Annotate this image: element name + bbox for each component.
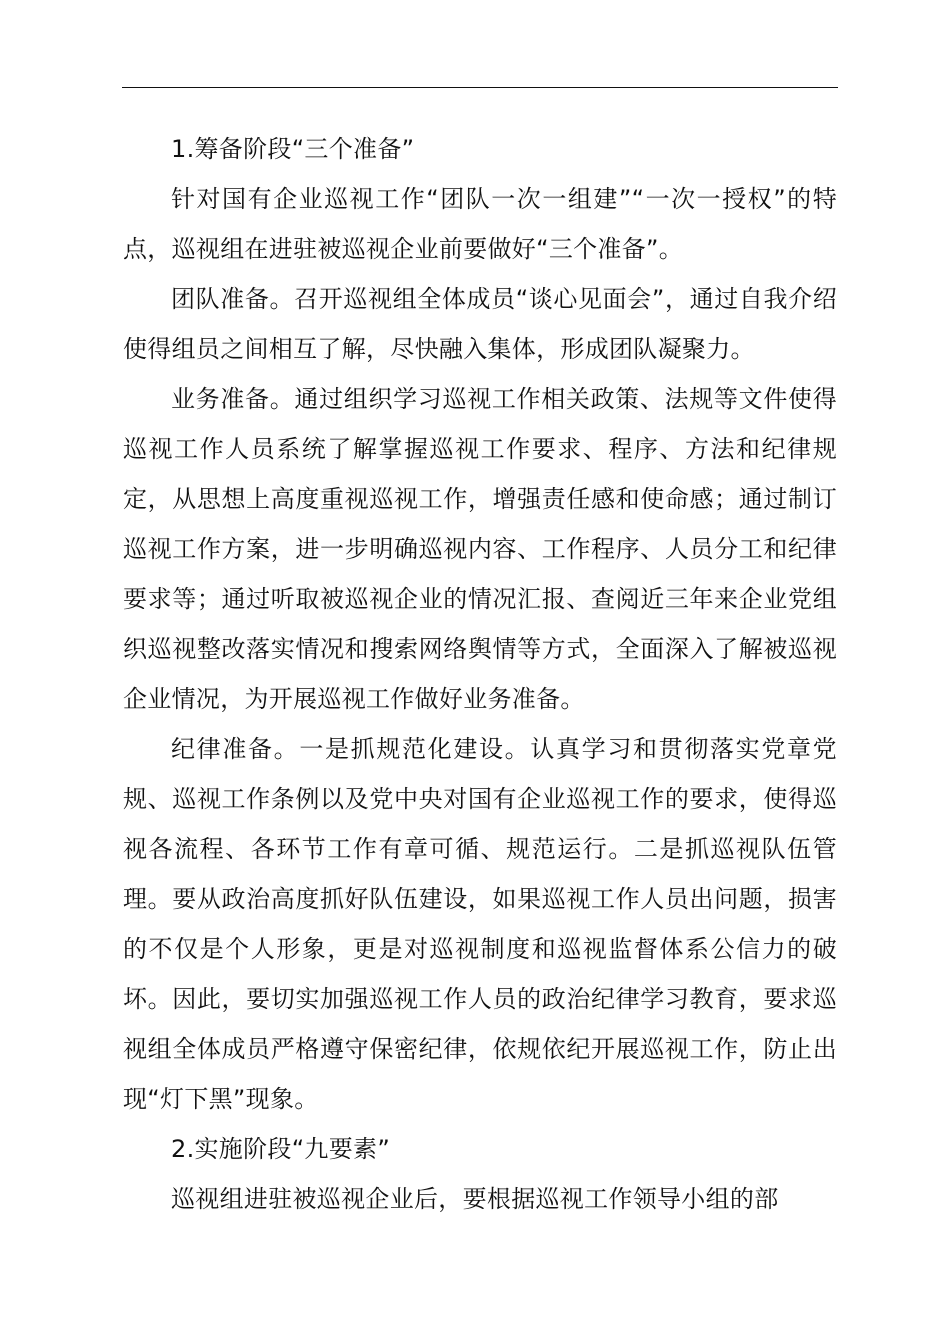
document-body (123, 124, 837, 1224)
paragraph-business-preparation: 业务准备。通过组织学习巡视工作相关政策、法规等文件使得巡视工作人员系统了解掌握巡视工作要求、程序、方法和纪律规定，从思想上高度重视巡视工作，增强责任感和使命感；通过制订巡视工作方案，进一步明确巡视内容、工作程序、人员分工和纪律要求等；通过听取被巡视企业的情况汇报、查阅近三年来企业党组织巡视整改落实情况和搜索网络舆情等方式，全面深入了解被巡视企业情况，为开展巡视工作做好业务准备。 (123, 385, 837, 713)
paragraph-implementation-start: 巡视组进驻被巡视企业后，要根据巡视工作领导小组的部 (171, 1185, 779, 1213)
paragraph-intro: 针对国有企业巡视工作“团队一次一组建”“一次一授权”的特点，巡视组在进驻被巡视企业前要做好“三个准备”。 (123, 185, 837, 263)
header-rule (122, 87, 838, 88)
section-heading-implementation: 2.实施阶段“九要素” (171, 1135, 391, 1163)
section-heading-preparation: 1.筹备阶段“三个准备” (171, 135, 415, 163)
paragraph-team-preparation: 团队准备。召开巡视组全体成员“谈心见面会”，通过自我介绍使得组员之间相互了解，尽快融入集体，形成团队凝聚力。 (123, 285, 837, 363)
paragraph-discipline-preparation: 纪律准备。一是抓规范化建设。认真学习和贯彻落实党章党规、巡视工作条例以及党中央对国有企业巡视工作的要求，使得巡视各流程、各环节工作有章可循、规范运行。二是抓巡视队伍管理。要从政治高度抓好队伍建设，如果巡视工作人员出问题，损害的不仅是个人形象，更是对巡视制度和巡视监督体系公信力的破坏。因此，要切实加强巡视工作人员的政治纪律学习教育，要求巡视组全体成员严格遵守保密纪律，依规依纪开展巡视工作，防止出现“灯下黑”现象。 (123, 735, 837, 1113)
